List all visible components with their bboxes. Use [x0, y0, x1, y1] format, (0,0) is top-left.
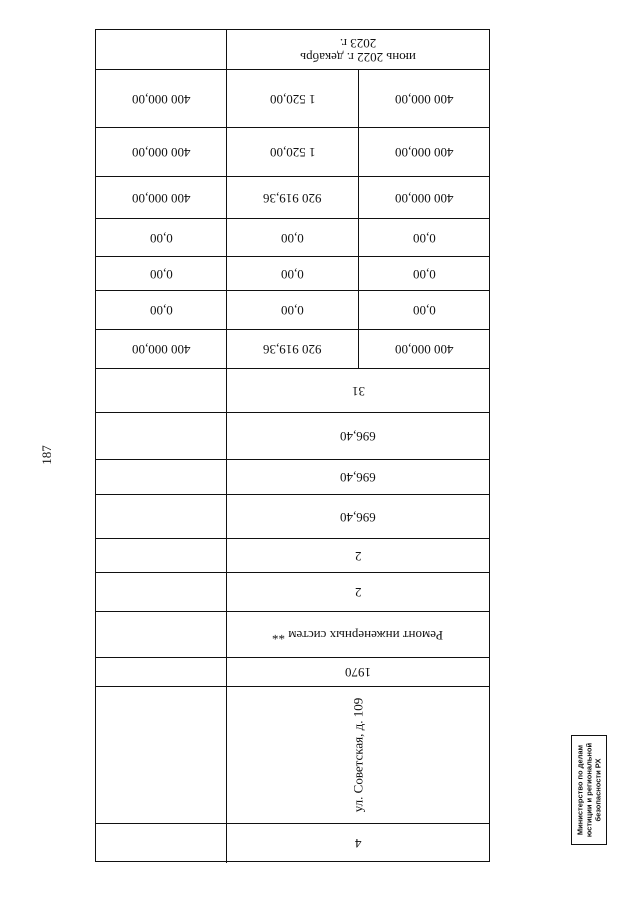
table-cell: 1 520,00 [269, 145, 316, 160]
page-number: 187 [39, 445, 54, 465]
table-cell: 400 000,00 [131, 91, 191, 107]
stamp-text [576, 737, 603, 843]
table-cell: 400 000,00 [131, 190, 191, 206]
table-cell: 696,40 [340, 470, 376, 485]
stamp-line: безопасности РХ [593, 758, 603, 822]
table-cell: 0,00 [412, 230, 436, 246]
table-cell: 696,40 [340, 509, 376, 525]
table-cell: 0,00 [149, 230, 173, 246]
table-cell: 1970 [345, 665, 371, 680]
table-cell: 4 [354, 836, 362, 851]
table-cell: 2 [354, 548, 362, 564]
table-cell: 400 000,00 [131, 342, 191, 357]
table-cell: 696,40 [340, 429, 376, 444]
period-cell: июнь 2022 г. декабрь 2023 г. [300, 35, 416, 65]
table-cell: 0,00 [281, 266, 304, 282]
table-cell: 400 000,00 [394, 145, 454, 160]
table-cell: 400 000,00 [131, 145, 191, 160]
table-cell: 31 [351, 383, 365, 399]
table-cell: 0,00 [281, 230, 304, 246]
table-cell: 920 919,36 [263, 190, 322, 206]
table-cell: 0,00 [412, 303, 436, 318]
table-cell: 2 [354, 585, 362, 600]
table-cell: 400 000,00 [394, 342, 454, 357]
table-cell: 0,00 [412, 266, 436, 282]
stamp-line: юстиции и региональной [584, 742, 594, 838]
ministry-stamp [571, 735, 607, 845]
stamp-line: Министерство по делам [575, 744, 585, 836]
table-cell: 1 520,00 [269, 91, 316, 107]
table-cell: Ремонт инженерных систем ** [272, 627, 444, 643]
table-cell: 400 000,00 [394, 91, 454, 107]
table-cell: 0,00 [149, 303, 173, 318]
data-table [95, 29, 490, 862]
table-cell: 920 919,36 [263, 342, 322, 357]
address-cell: ул. Советская, д. 109 [349, 697, 365, 813]
table-cell: 0,00 [149, 266, 173, 282]
table-cell: 400 000,00 [394, 190, 454, 206]
table-cell: 0,00 [281, 303, 304, 318]
